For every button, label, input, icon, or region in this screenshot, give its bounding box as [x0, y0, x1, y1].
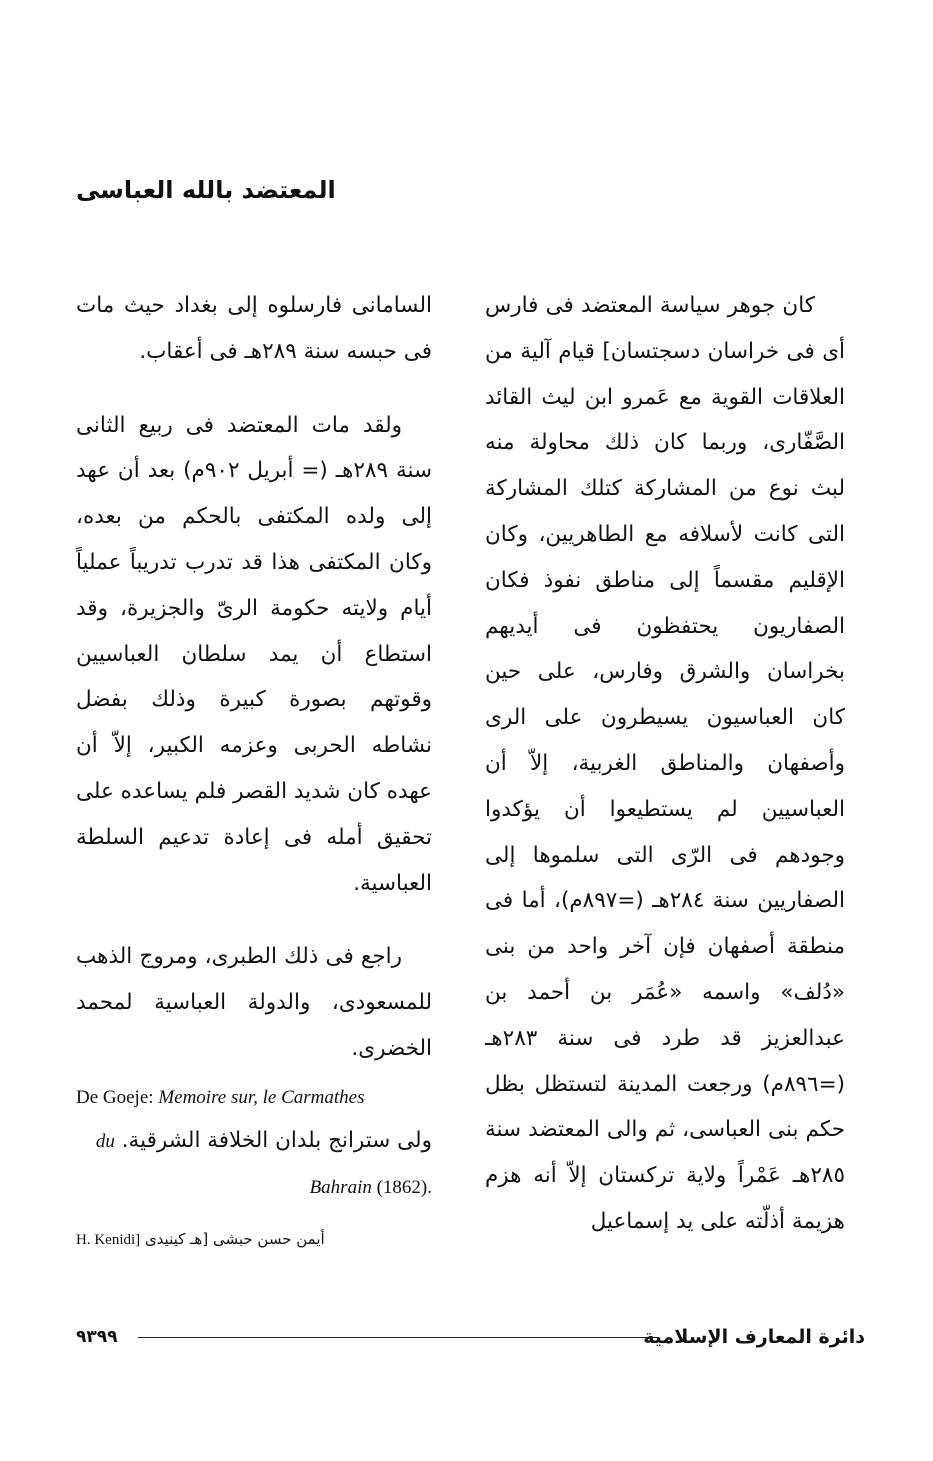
- article-column-right: [485, 283, 845, 1245]
- paragraph: السامانى فارسلوه إلى بغداد حيث مات فى حبسه سنة ٢٨٩هـ فى أعقاب.: [76, 293, 432, 364]
- reference-arabic: ولى سترانج بلدان الخلافة الشرقية.: [121, 1127, 432, 1153]
- footer-divider: [138, 1337, 659, 1338]
- paragraph: راجع فى ذلك الطبرى، ومروج الذهب للمسعودى، والدولة العباسية لمحمد الخضرى.: [76, 944, 432, 1061]
- author-signature: أيمن حسن حبشى [هـ كينيدى H. Kenidi]: [76, 1229, 325, 1248]
- bibliography-entry: [76, 1078, 432, 1118]
- page-number: ٩٣٩٩: [76, 1327, 118, 1347]
- reference-title: Memoire sur, le Carmathes: [158, 1086, 365, 1108]
- bibliography-entry-continued: [76, 1118, 432, 1210]
- reference-title-end: du Bahrain (1862).: [95, 1130, 432, 1198]
- paragraph: كان جوهر سياسة المعتضد فى فارس أى فى خراسان دسجتسان] قيام آلية من العلاقات القوية مع عَمرو ابن ليث القائد الصَّفّارى، وربما كان ذلك محاولة منه لبث نوع من المشاركة كتلك المشاركة التى كانت لأسلافه مع الطاهريين، وكان الإقليم مقسماً إلى مناطق نفوذ فكان الصفاريون يحتفظون فى أيديهم بخراسان والشرق وفارس، على حين كان العباسيون يسيطرون على الرى وأصفهان والمناطق الغربية، إلاّ أن العباسيين لم يستطيعوا أن يؤكدوا وجودهم فى الرّى التى سلموها إلى الصفاريين سنة ٢٨٤هـ (=٨٩٧م)، أما فى منطقة أصفهان فإن آخر واحد من بنى «دُلف» واسمه «عُمَر بن أحمد بن عبدالعزيز قد طرد فى سنة ٢٨٣هـ (=٨٩٦م) ورجعت المدينة لتستظل بظل حكم بنى العباسى، ثم والى المعتضد سنة ٢٨٥هـ عَمْراً ولاية تركستان إلاّ أنه هزم هزيمة أذلّته على يد إسماعيل: [485, 293, 846, 1234]
- reference-author: De Goeje:: [76, 1086, 154, 1108]
- article-column-left: [76, 283, 432, 1255]
- paragraph: ولقد مات المعتضد فى ربيع الثانى سنة ٢٨٩هـ (= أبريل ٩٠٢م) بعد أن عهد إلى ولده المكتفى بالحكم من بعده، وكان المكتفى هذا قد تدرب تدريباً عملياً أيام ولايته حكومة الرىّ والجزيرة، وقد استطاع أن يمد سلطان العباسيين وقوتهم بصورة كبيرة وذلك بفضل نشاطه الحربى وعزمه الكبير، إلاّ أن عهده كان شديد القصر فلم يساعده على تحقيق أمله فى إعادة تدعيم السلطة العباسية.: [75, 412, 432, 896]
- page-footer: [76, 1320, 865, 1354]
- journal-name: دائرة المعارف الإسلامية: [643, 1326, 865, 1348]
- running-head-title: المعتضد بالله العباسى: [76, 176, 336, 204]
